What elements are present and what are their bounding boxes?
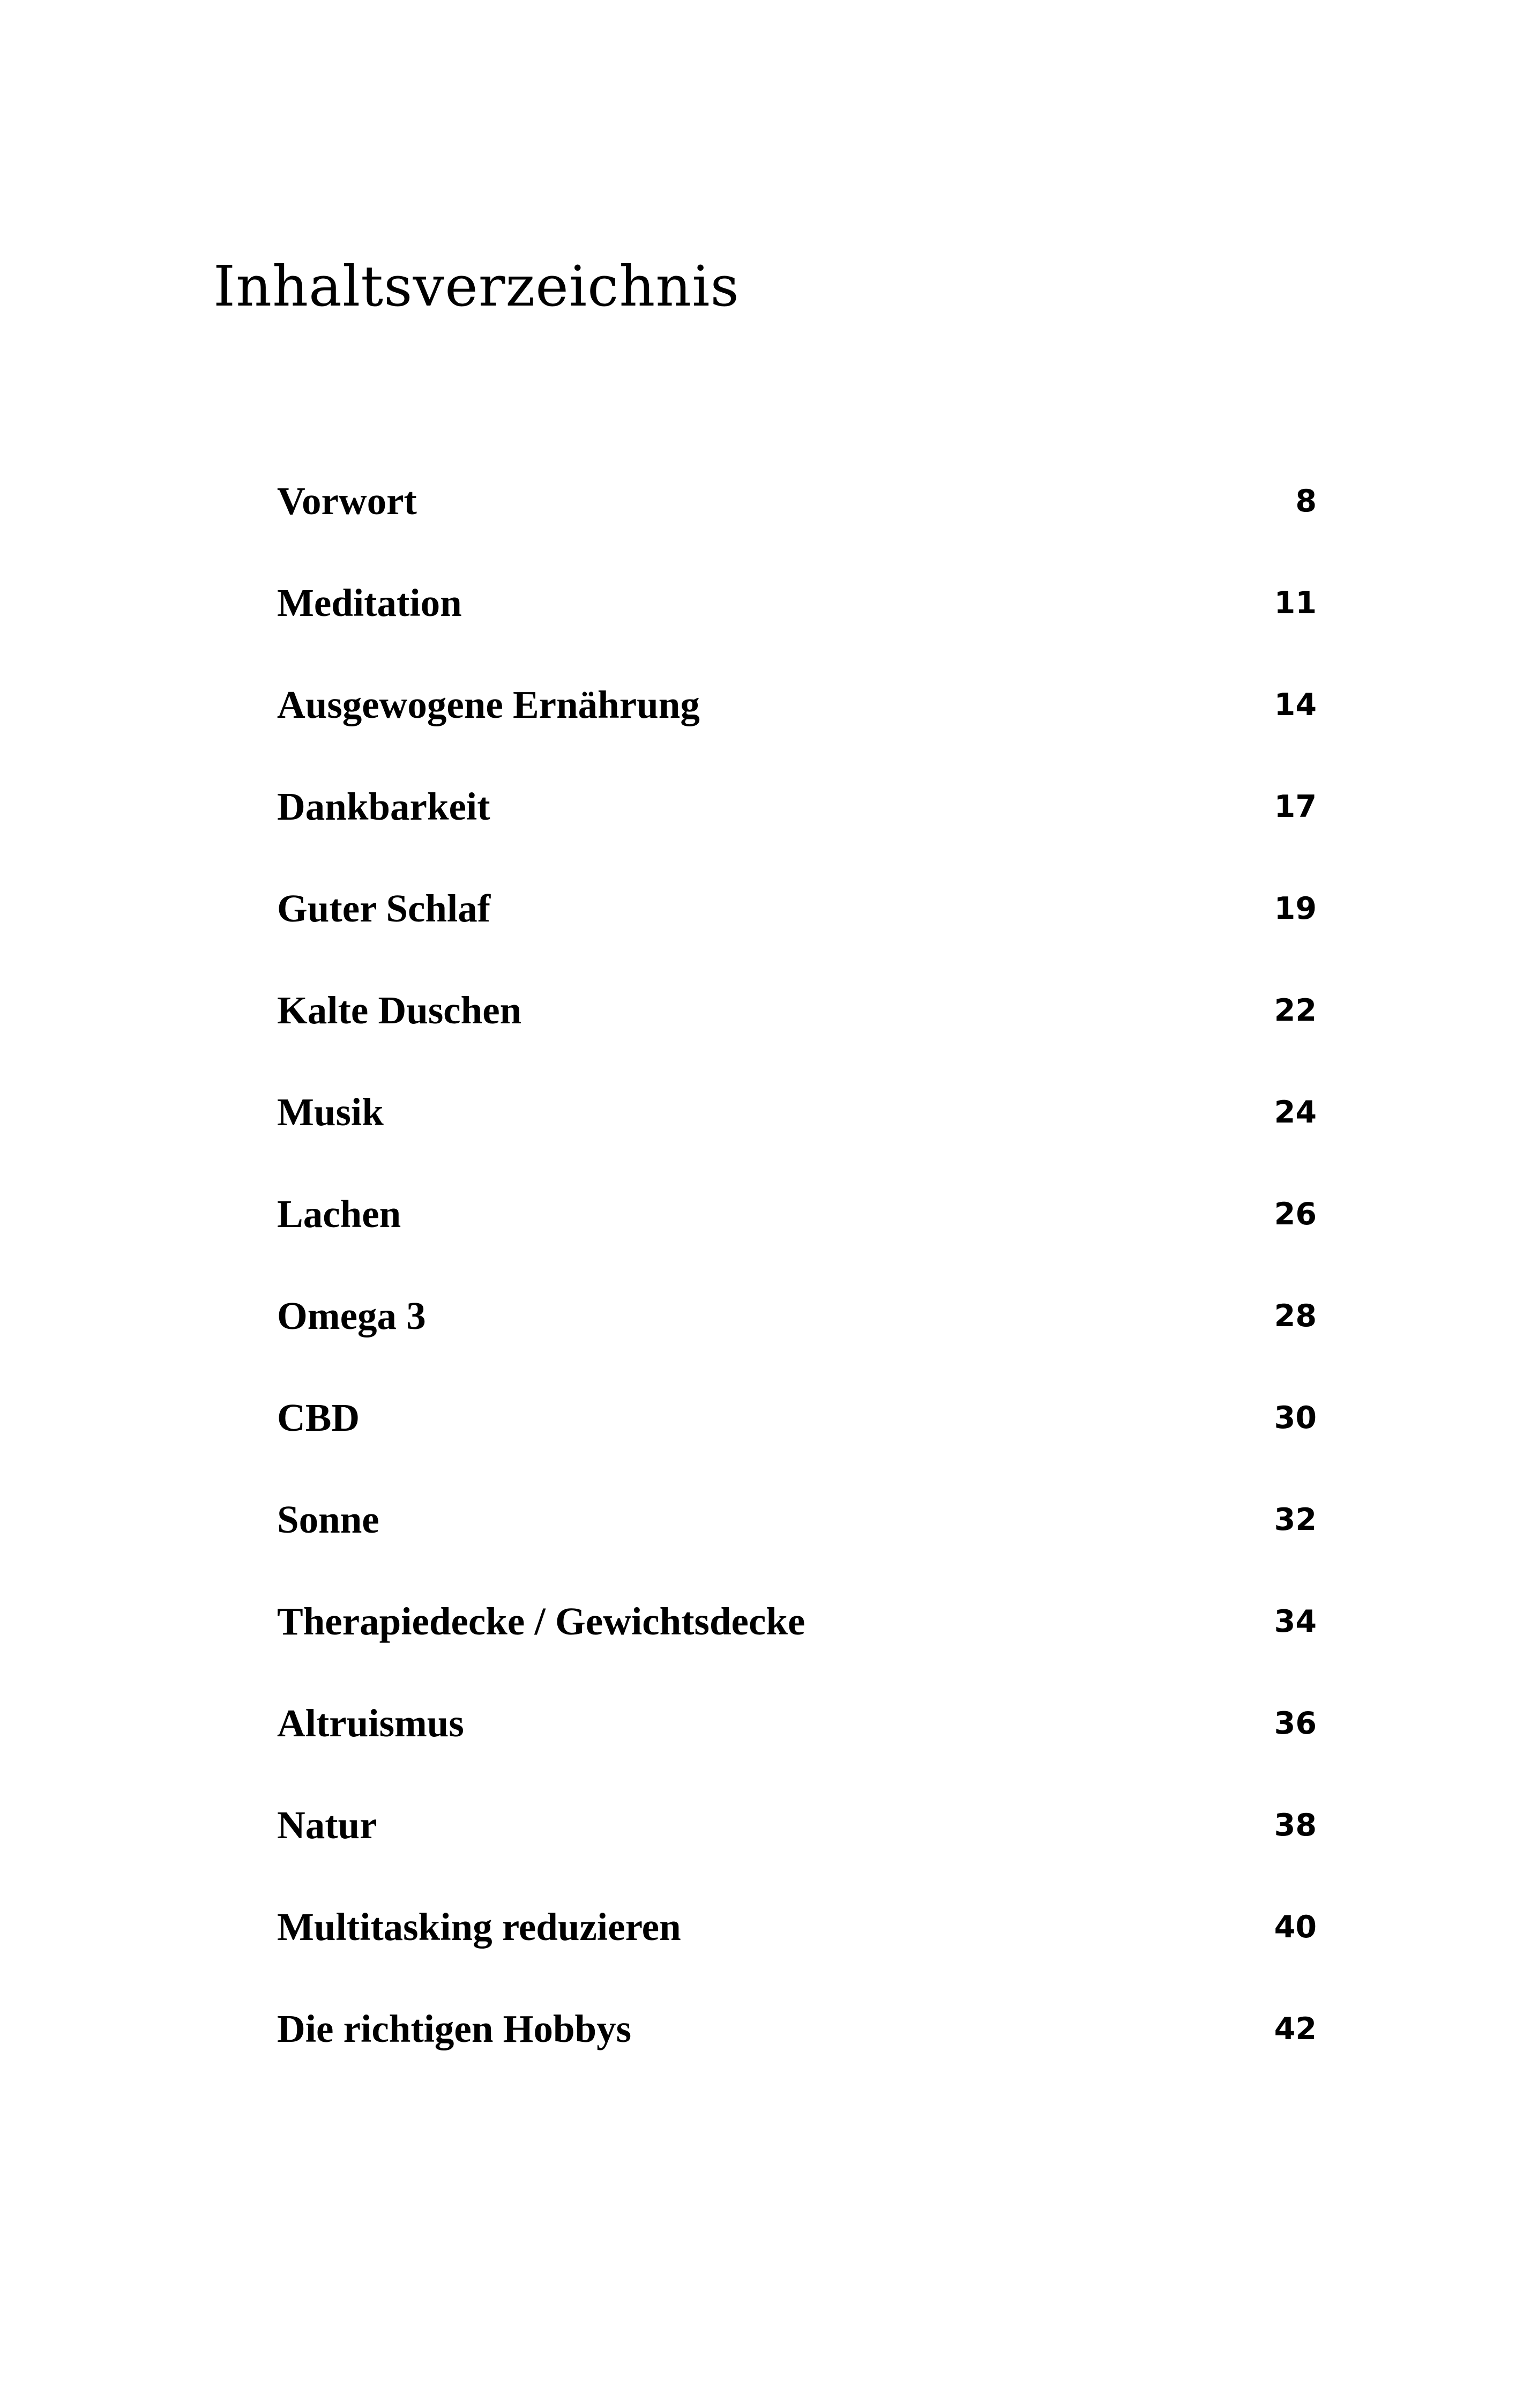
toc-entry-page-number: 14 [1274, 687, 1317, 723]
toc-entry-page-number: 34 [1274, 1604, 1317, 1639]
toc-entry-label: Guter Schlaf [277, 887, 491, 930]
toc-entry-label: Altruismus [277, 1701, 464, 1745]
toc-entry-dankbarkeit[interactable] [277, 777, 1317, 879]
toc-entry-lachen[interactable] [277, 1185, 1317, 1287]
toc-entry-page-number: 22 [1274, 993, 1317, 1028]
toc-entry-vorwort[interactable] [277, 472, 1317, 574]
toc-entry-therapiedecke-gewichtsdecke[interactable] [277, 1592, 1317, 1694]
toc-entry-page-number: 28 [1274, 1298, 1317, 1334]
toc-entry-label: Omega 3 [277, 1294, 426, 1337]
toc-entry-page-number: 8 [1295, 484, 1317, 519]
toc-entry-label: Natur [277, 1803, 377, 1847]
toc-entry-musik[interactable] [277, 1083, 1317, 1185]
toc-entry-label: CBD [277, 1396, 360, 1439]
toc-entry-label: Vorwort [277, 479, 417, 523]
toc-entry-page-number: 26 [1274, 1196, 1317, 1232]
toc-entry-kalte-duschen[interactable] [277, 981, 1317, 1083]
toc-entry-page-number: 24 [1274, 1095, 1317, 1130]
toc-entry-guter-schlaf[interactable] [277, 879, 1317, 981]
toc-entry-sonne[interactable] [277, 1490, 1317, 1592]
toc-entry-label: Musik [277, 1090, 384, 1134]
toc-entry-label: Sonne [277, 1498, 379, 1541]
toc-entry-label: Therapiedecke / Gewichtsdecke [277, 1600, 805, 1643]
toc-entry-omega-3[interactable] [277, 1287, 1317, 1388]
table-of-contents [277, 472, 1317, 2101]
toc-entry-label: Dankbarkeit [277, 785, 490, 828]
toc-entry-ausgewogene-ernaehrung[interactable] [277, 675, 1317, 777]
toc-entry-natur[interactable] [277, 1796, 1317, 1898]
toc-entry-altruismus[interactable] [277, 1694, 1317, 1796]
toc-entry-die-richtigen-hobbys[interactable] [277, 2000, 1317, 2101]
toc-entry-meditation[interactable] [277, 574, 1317, 675]
toc-entry-page-number: 19 [1274, 891, 1317, 926]
toc-entry-page-number: 38 [1274, 1808, 1317, 1843]
toc-entry-page-number: 36 [1274, 1706, 1317, 1741]
toc-entry-label: Die richtigen Hobbys [277, 2007, 632, 2050]
toc-entry-page-number: 30 [1274, 1400, 1317, 1436]
page-title: Inhaltsverzeichnis [213, 254, 740, 319]
toc-entry-label: Ausgewogene Ernährung [277, 683, 700, 726]
toc-entry-page-number: 42 [1274, 2011, 1317, 2047]
toc-entry-multitasking-reduzieren[interactable] [277, 1898, 1317, 2000]
toc-entry-label: Lachen [277, 1192, 401, 1236]
toc-entry-page-number: 32 [1274, 1502, 1317, 1537]
toc-entry-page-number: 11 [1274, 585, 1317, 621]
toc-entry-label: Meditation [277, 581, 462, 625]
toc-entry-page-number: 17 [1274, 789, 1317, 824]
toc-entry-label: Multitasking reduzieren [277, 1905, 681, 1949]
toc-entry-label: Kalte Duschen [277, 989, 522, 1032]
toc-entry-cbd[interactable] [277, 1388, 1317, 1490]
toc-entry-page-number: 40 [1274, 1909, 1317, 1945]
